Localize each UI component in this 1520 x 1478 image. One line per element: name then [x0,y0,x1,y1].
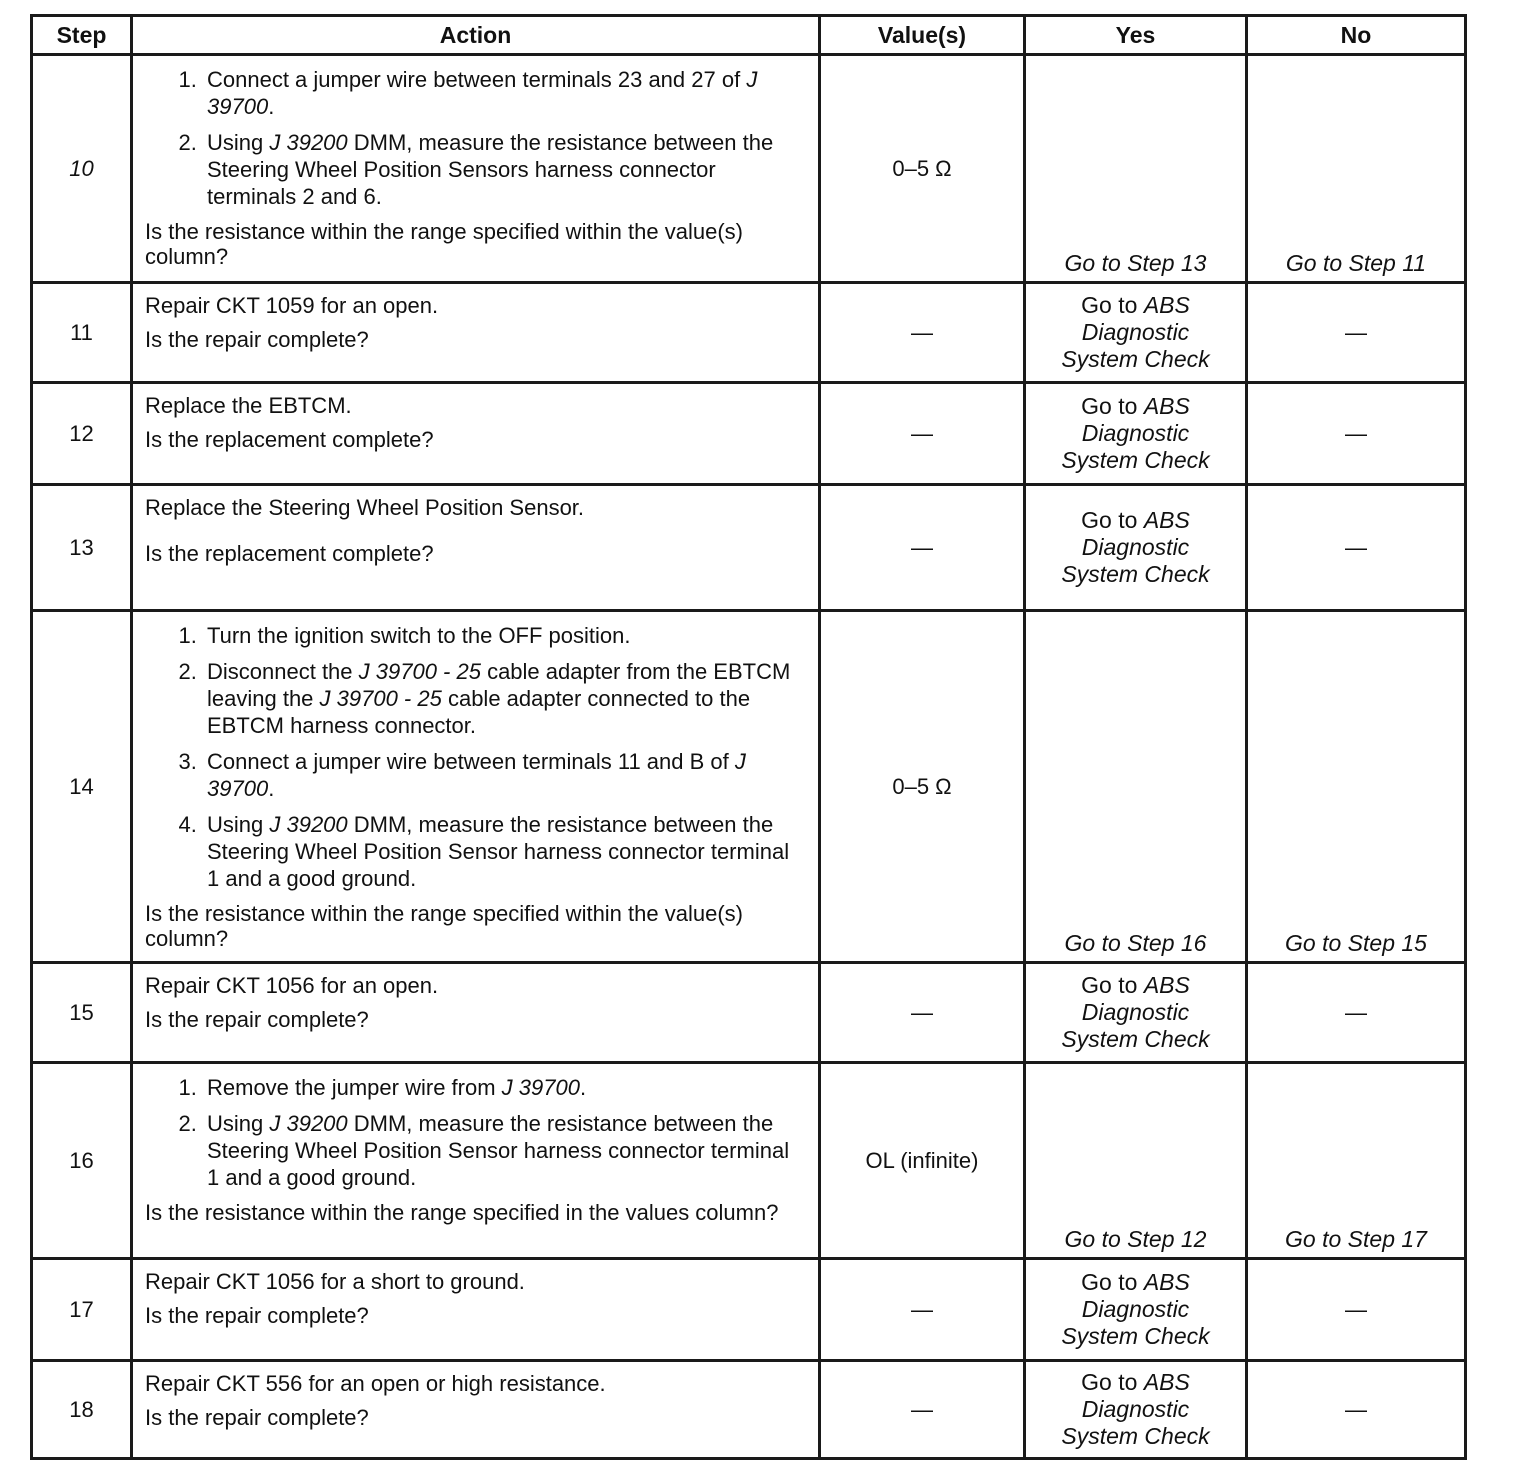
table-row-step-16 [32,1063,1466,1259]
no-cell: Go to Step 15 [1247,611,1466,963]
action-question: Is the repair complete? [145,1405,369,1430]
action-cell [132,963,820,1063]
no-cell: — [1247,383,1466,485]
tool-reference: J 39700 - 25 [319,686,442,711]
action-question: Is the replacement complete? [145,541,434,566]
table-row-step-11 [32,283,1466,383]
yes-cell: Go to ABS Diagnostic System Check [1025,485,1247,611]
no-cell: — [1247,1259,1466,1361]
table-row-step-13 [32,485,1466,611]
action-question: Is the repair complete? [145,1007,369,1032]
tool-reference: J 39700 [501,1075,580,1100]
action-line: Repair CKT 556 for an open or high resistance. [145,1371,606,1396]
tool-reference: J 39700 [207,749,746,801]
header-values: Value(s) [820,16,1025,55]
value-cell: — [820,1259,1025,1361]
yes-cell: Go to ABS Diagnostic System Check [1025,283,1247,383]
action-cell [132,383,820,485]
action-line: Replace the Steering Wheel Position Sensor. [145,495,585,520]
table-row-step-17 [32,1259,1466,1361]
no-cell: — [1247,283,1466,383]
yes-cell: Go to ABS Diagnostic System Check [1025,963,1247,1063]
value-cell: 0–5 Ω [820,55,1025,283]
yes-cell: Go to ABS Diagnostic System Check [1025,1259,1247,1361]
action-cell [132,1361,820,1459]
action-cell [132,611,820,963]
action-line: Replace the EBTCM. [145,393,352,418]
step-number: 15 [32,963,132,1063]
action-cell [132,55,820,283]
action-line: Repair CKT 1059 for an open. [145,293,439,318]
action-cell [132,1259,820,1361]
header-no: No [1247,16,1466,55]
tool-reference: J 39700 - 25 [358,659,481,684]
header-action: Action [132,16,820,55]
yes-cell: Go to ABS Diagnostic System Check [1025,1361,1247,1459]
no-cell: — [1247,963,1466,1063]
yes-cell: Go to Step 13 [1025,55,1247,283]
action-item: 2. Disconnect the J 39700 - 25 cable adapter from the EBTCM leaving the J 39700 - 25 cable adapter connected to the EBTCM harness connector. [203,658,804,739]
yes-cell: Go to ABS Diagnostic System Check [1025,383,1247,485]
action-item: 2. Using J 39200 DMM, measure the resistance between the Steering Wheel Position Sensor harness connector terminal 1 and a good ground. [203,1110,804,1191]
table-row-step-14 [32,611,1466,963]
action-item: 4. Using J 39200 DMM, measure the resistance between the Steering Wheel Position Sensor harness connector terminal 1 and a good ground. [203,811,804,892]
step-number: 12 [32,383,132,485]
tool-reference: J 39200 [269,130,348,155]
action-item: 2. Using J 39200 DMM, measure the resistance between the Steering Wheel Position Sensors harness connector terminals 2 and 6. [203,129,804,210]
action-list [145,622,804,892]
action-item: 1. Turn the ignition switch to the OFF position. [203,622,804,649]
action-list [145,66,804,210]
value-cell: — [820,383,1025,485]
action-question: Is the resistance within the range specified in the values column? [145,1200,779,1225]
action-item: 3. Connect a jumper wire between terminals 11 and B of J 39700. [203,748,804,802]
step-number: 10 [32,55,132,283]
yes-cell: Go to Step 16 [1025,611,1247,963]
action-question: Is the repair complete? [145,1303,369,1328]
value-cell: OL (infinite) [820,1063,1025,1259]
tool-reference: J 39200 [269,1111,348,1136]
step-number: 13 [32,485,132,611]
action-question: Is the resistance within the range specified within the value(s) column? [145,901,743,951]
action-item: 1. Connect a jumper wire between terminals 23 and 27 of J 39700. [203,66,804,120]
table-row-step-15 [32,963,1466,1063]
action-cell [132,485,820,611]
table-row-step-10 [32,55,1466,283]
value-cell: 0–5 Ω [820,611,1025,963]
step-number: 14 [32,611,132,963]
header-step: Step [32,16,132,55]
value-cell: — [820,485,1025,611]
table-row-step-18 [32,1361,1466,1459]
value-cell: — [820,283,1025,383]
action-cell [132,1063,820,1259]
step-number: 11 [32,283,132,383]
action-line: Repair CKT 1056 for an open. [145,973,439,998]
step-number: 16 [32,1063,132,1259]
header-row [32,16,1466,55]
step-number: 17 [32,1259,132,1361]
value-cell: — [820,963,1025,1063]
no-cell: — [1247,1361,1466,1459]
tool-reference: J 39200 [269,812,348,837]
diagnostic-table [30,14,1467,1460]
no-cell: — [1247,485,1466,611]
value-cell: — [820,1361,1025,1459]
action-cell [132,283,820,383]
action-line: Repair CKT 1056 for a short to ground. [145,1269,525,1294]
action-question: Is the replacement complete? [145,427,434,452]
table-row-step-12 [32,383,1466,485]
action-question: Is the repair complete? [145,327,369,352]
action-item: 1. Remove the jumper wire from J 39700. [203,1074,804,1101]
action-question: Is the resistance within the range specified within the value(s) column? [145,219,743,269]
no-cell: Go to Step 17 [1247,1063,1466,1259]
action-list [145,1074,804,1191]
no-cell: Go to Step 11 [1247,55,1466,283]
yes-cell: Go to Step 12 [1025,1063,1247,1259]
header-yes: Yes [1025,16,1247,55]
step-number: 18 [32,1361,132,1459]
tool-reference: J 39700 [207,67,758,119]
